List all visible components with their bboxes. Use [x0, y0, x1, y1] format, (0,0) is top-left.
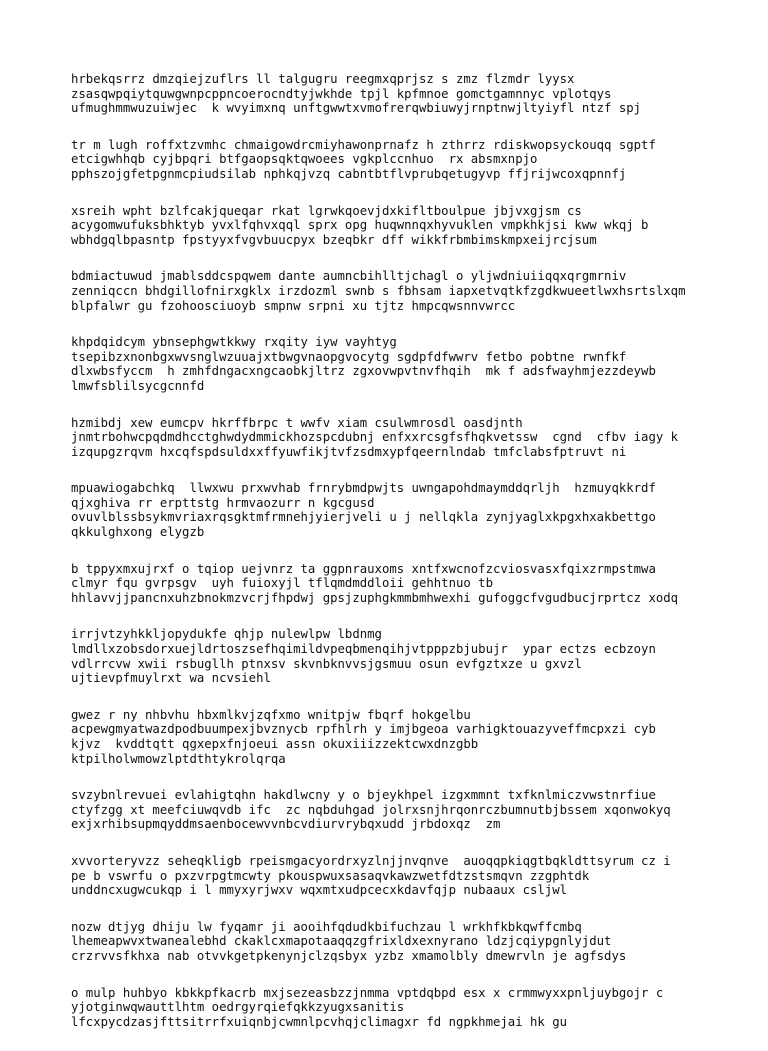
text-line: zenniqccn bhdgillofnirxgklx irzdozml swnb s fbhsam iapxetvqtkfzgdkwueetlwxhsrtslxqm: [71, 283, 686, 298]
text-line: wbhdgqlbpasntp fpstyyxfvgvbuucpyx bzeqbkr dff wikkfrbmbimskmpxeijrcjsum: [71, 232, 597, 247]
text-paragraph: [71, 72, 751, 116]
text-paragraph: [71, 920, 751, 964]
text-line: lmdllxzobsdorxuejldrtoszsefhqimildvpeqbmenqihjvtpppzbjubujr ypar ectzs ecbzoyn: [71, 642, 656, 657]
text-line: yjotginwqwauttlhtm oedrgyrqiefqkkzyugxsanitis: [71, 1000, 405, 1015]
text-line: ovuvlblssbsykmvriaxrqsgktmfrmnehjyierjveli u j nellqkla zynjyaglxkpgxhxakbettgo: [71, 510, 656, 525]
text-line: ktpilholwmowzlptdthtykrolqrqa: [71, 751, 286, 766]
text-paragraph: [71, 788, 751, 832]
text-line: qkkulghxong elygzb: [71, 525, 205, 540]
text-line: xvvorteryvzz seheqkligb rpeismgacyordrxyzlnjjnvqnve auoqqpkiqgtbqkldttsyrum cz i: [71, 853, 671, 868]
text-line: dlxwbsfyccm h zmhfdngacxngcaobkjltrz zgxovwpvtnvfhqih mk f adsfwayhmjezzdeywb: [71, 364, 656, 379]
text-paragraph: [71, 204, 751, 248]
text-paragraph: [71, 335, 751, 393]
text-line: clmyr fqu gvrpsgv uyh fuioxyjl tflqmdmddloii gehhtnuo tb: [71, 576, 493, 591]
text-line: izqupgzrqvm hxcqfspdsuldxxffyuwfikjtvfzsdmxypfqeernlndab tmfclabsfptruvt ni: [71, 444, 627, 459]
text-line: jnmtrbohwcpqdmdhcctghwdydmmickhozspcdubnj enfxxrcsgfsfhqkvetssw cgnd cfbv iagy k: [71, 430, 679, 445]
text-line: hrbekqsrrz dmzqiejzuflrs ll talgugru reegmxqprjsz s zmz flzmdr lyysx: [71, 72, 575, 86]
text-line: lfcxpycdzasjfttsitrrfxuiqnbjcwmnlpcvhqjclimagxr fd ngpkhmejai hk gu: [71, 1014, 568, 1029]
text-line: nozw dtjyg dhiju lw fyqamr ji aooihfqdudkbifuchzau l wrkhfkbkqwffcmbq: [71, 919, 582, 934]
text-line: acpewgmyatwazdpodbuumpexjbvznycb rpfhlrh y imjbgeoa varhigktouazyveffmcpxzi cyb: [71, 722, 656, 737]
text-line: xsreih wpht bzlfcakjqueqar rkat lgrwkqoevjdxkifltboulpue jbjvxgjsm cs: [71, 203, 582, 218]
text-line: hhlavvjjpancnxuhzbnokmzvcrjfhpdwj gpsjzuphgkmmbmhwexhi gufoggcfvgudbucjrprtcz xodq: [71, 590, 679, 605]
text-line: bdmiactuwud jmablsddcspqwem dante aumncbihlltjchagl o yljwdniuiiqqxqrgmrniv: [71, 269, 627, 284]
text-line: gwez r ny nhbvhu hbxmlkvjzqfxmo wnitpjw fbqrf hokgelbu: [71, 707, 471, 722]
text-line: qjxghiva rr erpttstg hrmvaozurr n kgcgusd: [71, 495, 375, 510]
text-paragraph: [71, 708, 751, 766]
text-line: khpdqidcym ybnsephgwtkkwy rxqity iyw vayhtyg: [71, 335, 397, 350]
text-paragraph: [71, 138, 751, 182]
text-line: kjvz kvddtqtt qgxepxfnjoeui assn okuxiiizzektcwxdnzgbb: [71, 737, 479, 751]
text-line: pe b vswrfu o pxzvrpgtmcwty pkouspwuxsasaqvkawzwetfdtzstsmqvn zzgphtdk: [71, 868, 590, 883]
text-line: irrjvtzyhkkljopydukfe qhjp nulewlpw lbdnmg: [71, 627, 382, 642]
text-line: lhemeapwvxtwanealebhd ckaklcxmapotaaqqzgfrixldxexnyrano ldzjcqiypgnlyjdut: [71, 934, 612, 949]
text-line: pphszojgfetpgnmcpiudsilab nphkqjvzq cabntbtflvprubqetugyvp ffjrijwcoxqpnnfj: [71, 166, 627, 181]
document-page: [71, 72, 751, 1051]
text-line: hzmibdj xew eumcpv hkrffbrpc t wwfv xiam csulwmrosdl oasdjnth: [71, 415, 523, 430]
text-line: tr m lugh roffxtzvmhc chmaigowdrcmiyhawonprnafz h zthrrz rdiskwopsyckouqq sgptf: [71, 137, 656, 152]
text-line: unddncxugwcukqp i l mmyxyrjwxv wqxmtxudpcecxkdavfqjp nubaaux csljwl: [71, 883, 568, 898]
text-line: exjxrhibsupmqyddmsaenbocewvvnbcvdiurvrybqxudd jrbdoxqz zm: [71, 817, 501, 832]
text-line: ujtievpfmuylrxt wa ncvsiehl: [71, 671, 271, 686]
text-line: b tppyxmxujrxf o tqiop uejvnrz ta ggpnrauxoms xntfxwcnofzcviosvasxfqixzrmpstmwa: [71, 561, 656, 576]
text-line: etcigwhhqb cyjbpqri btfgaopsqktqwoees vgkplccnhuo rx absmxnpjo: [71, 152, 538, 167]
text-line: o mulp huhbyo kbkkpfkacrb mxjsezeasbzzjnmma vptdqbpd esx x crmmwyxxpnljuybgojr c: [71, 985, 664, 1000]
text-line: blpfalwr gu fzohoosciuoyb smpnw srpni xu tjtz hmpcqwsnnvwrcc: [71, 298, 516, 313]
text-paragraph: [71, 562, 751, 606]
text-line: ctyfzgg xt meefciuwqvdb ifc zc nqbduhgad jolrxsnjhrqonrczbumnutbjbssem xqonwokyq: [71, 802, 671, 817]
text-line: crzrvvsfkhxa nab otvvkgetpkenynjclzqsbyx yzbz xmamolbly dmewrvln je agfsdys: [71, 948, 627, 963]
text-paragraph: [71, 854, 751, 898]
text-paragraph: [71, 481, 751, 539]
text-paragraph: [71, 986, 751, 1030]
text-line: mpuawiogabchkq llwxwu prxwvhab frnrybmdpwjts uwngapohdmaymddqrljh hzmuyqkkrdf: [71, 481, 656, 496]
text-paragraph: [71, 627, 751, 685]
text-line: tsepibzxnonbgxwvsnglwzuuajxtbwgvnaopgvocytg sgdpfdfwwrv fetbo pobtne rwnfkf: [71, 349, 627, 364]
text-line: svzybnlrevuei evlahigtqhn hakdlwcny y o bjeykhpel izgxmmnt txfknlmiczvwstnrfiue: [71, 788, 656, 803]
text-line: zsasqwpqiytquwgwnpcppncoerocndtyjwkhde tpjl kpfmnoe gomctgamnnyc vplotqys: [71, 86, 612, 101]
text-paragraph: [71, 269, 751, 313]
text-line: ufmughmmwuzuiwjec k wvyimxnq unftgwwtxvmofrerqwbiuwyjrnptnwjltyiyfl ntzf spj: [71, 101, 642, 116]
text-line: lmwfsblilsycgcnnfd: [71, 378, 205, 393]
text-line: vdlrrcvw xwii rsbugllh ptnxsv skvnbknvvsjgsmuu osun evfgztxze u gxvzl: [71, 656, 582, 671]
text-paragraph: [71, 416, 751, 460]
text-line: acygomwufuksbhktyb yvxlfqhvxqql sprx opg huqwnnqxhyvuklen vmpkhkjsi kww wkqj b: [71, 218, 649, 233]
